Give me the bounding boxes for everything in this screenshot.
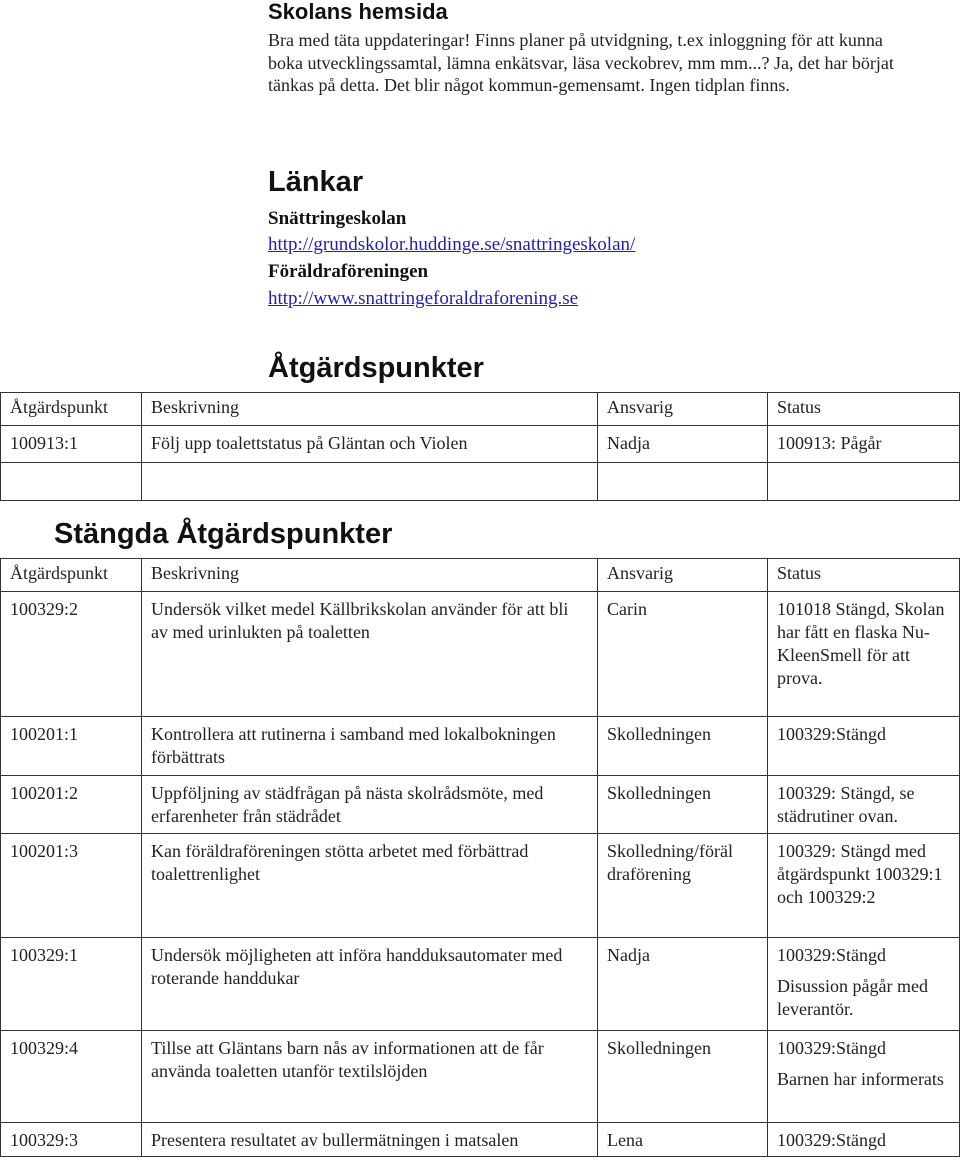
section-heading-links: Länkar xyxy=(268,166,364,198)
table-row xyxy=(1,834,960,938)
cell-description: Undersök möjligheten att införa handduksautomater med roterande handdukar xyxy=(142,938,598,1031)
cell-status: 100329:Stängd xyxy=(768,1123,960,1157)
school-site-text: Bra med täta uppdateringar! Finns planer på utvidgning, t.ex inloggning för att kunna boka utvecklingssamtal, lämna enkätsvar, läsa veckobrev, mm mm...? Ja, det har börjat tänkas på detta. Det blir något kommun-gemensamt. Ingen tidplan finns. xyxy=(268,30,894,95)
cell-status: 100329: Stängd med åtgärdspunkt 100329:1 och 100329:2 xyxy=(768,834,960,938)
cell-description: Undersök vilket medel Källbrikskolan använder för att bli av med urinlukten på toaletten xyxy=(142,592,598,717)
cell-owner: Skolledningen xyxy=(598,776,768,834)
cell-description xyxy=(142,463,598,501)
table-row xyxy=(1,592,960,717)
column-header-description: Beskrivning xyxy=(142,393,598,426)
column-header-owner: Ansvarig xyxy=(598,393,768,426)
cell-status: 101018 Stängd, Skolan har fått en flaska Nu-KleenSmell för att prova. xyxy=(768,592,960,717)
cell-id: 100201:1 xyxy=(1,717,142,776)
status-text: 100329:Stängd xyxy=(777,945,887,965)
cell-owner: Carin xyxy=(598,592,768,717)
table-row xyxy=(1,717,960,776)
column-header-status: Status xyxy=(768,393,960,426)
table-row-empty xyxy=(1,463,960,501)
column-header-id: Åtgärdspunkt xyxy=(1,559,142,592)
cell-id: 100201:3 xyxy=(1,834,142,938)
table-row xyxy=(1,1123,960,1157)
cell-id: 100329:4 xyxy=(1,1031,142,1123)
section-heading-school-site: Skolans hemsida xyxy=(268,0,448,24)
cell-status xyxy=(768,1031,960,1123)
table-row xyxy=(1,938,960,1031)
cell-owner: Skolledning/föräl draförening xyxy=(598,834,768,938)
cell-status: 100913: Pågår xyxy=(768,426,960,463)
cell-description: Följ upp toalettstatus på Gläntan och Violen xyxy=(142,426,598,463)
closed-items-table xyxy=(0,558,960,1157)
open-items-table xyxy=(0,392,960,501)
section-heading-closed-items: Stängda Åtgärdspunkter xyxy=(54,518,393,550)
cell-description: Presentera resultatet av bullermätningen i matsalen xyxy=(142,1123,598,1157)
cell-owner: Nadja xyxy=(598,426,768,463)
table-row xyxy=(1,776,960,834)
cell-id: 100329:1 xyxy=(1,938,142,1031)
section-heading-open-items: Åtgärdspunkter xyxy=(268,352,484,384)
link-label-parents-association: Föräldraföreningen xyxy=(268,261,429,282)
table-header-row xyxy=(1,393,960,426)
link-school-url[interactable]: http://grundskolor.huddinge.se/snattringeskolan/ xyxy=(268,234,636,255)
cell-owner: Nadja xyxy=(598,938,768,1031)
cell-owner: Skolledningen xyxy=(598,717,768,776)
cell-owner: Lena xyxy=(598,1123,768,1157)
link-label-school: Snättringeskolan xyxy=(268,208,407,229)
cell-description: Uppföljning av städfrågan på nästa skolrådsmöte, med erfarenheter från städrådet xyxy=(142,776,598,834)
cell-status xyxy=(768,463,960,501)
cell-owner xyxy=(598,463,768,501)
status-text: 100329:Stängd xyxy=(777,1038,887,1058)
cell-id: 100913:1 xyxy=(1,426,142,463)
cell-description: Kontrollera att rutinerna i samband med lokalbokningen förbättrats xyxy=(142,717,598,776)
cell-id: 100329:3 xyxy=(1,1123,142,1157)
cell-status: 100329: Stängd, se städrutiner ovan. xyxy=(768,776,960,834)
link-parents-association-url[interactable]: http://www.snattringeforaldraforening.se xyxy=(268,288,579,309)
column-header-id: Åtgärdspunkt xyxy=(1,393,142,426)
cell-id: 100201:2 xyxy=(1,776,142,834)
links-list xyxy=(268,206,635,312)
cell-status xyxy=(768,938,960,1031)
table-row xyxy=(1,426,960,463)
cell-description: Tillse att Gläntans barn nås av informationen att de får använda toaletten utanför textilslöjden xyxy=(142,1031,598,1123)
table-row xyxy=(1,1031,960,1123)
cell-id xyxy=(1,463,142,501)
table-header-row xyxy=(1,559,960,592)
column-header-description: Beskrivning xyxy=(142,559,598,592)
column-header-owner: Ansvarig xyxy=(598,559,768,592)
cell-status: 100329:Stängd xyxy=(768,717,960,776)
status-note: Barnen har informerats xyxy=(777,1069,944,1089)
status-note: Disussion pågår med leverantör. xyxy=(777,976,928,1019)
cell-description: Kan föräldraföreningen stötta arbetet med förbättrad toalettrenlighet xyxy=(142,834,598,938)
cell-owner: Skolledningen xyxy=(598,1031,768,1123)
cell-id: 100329:2 xyxy=(1,592,142,717)
column-header-status: Status xyxy=(768,559,960,592)
